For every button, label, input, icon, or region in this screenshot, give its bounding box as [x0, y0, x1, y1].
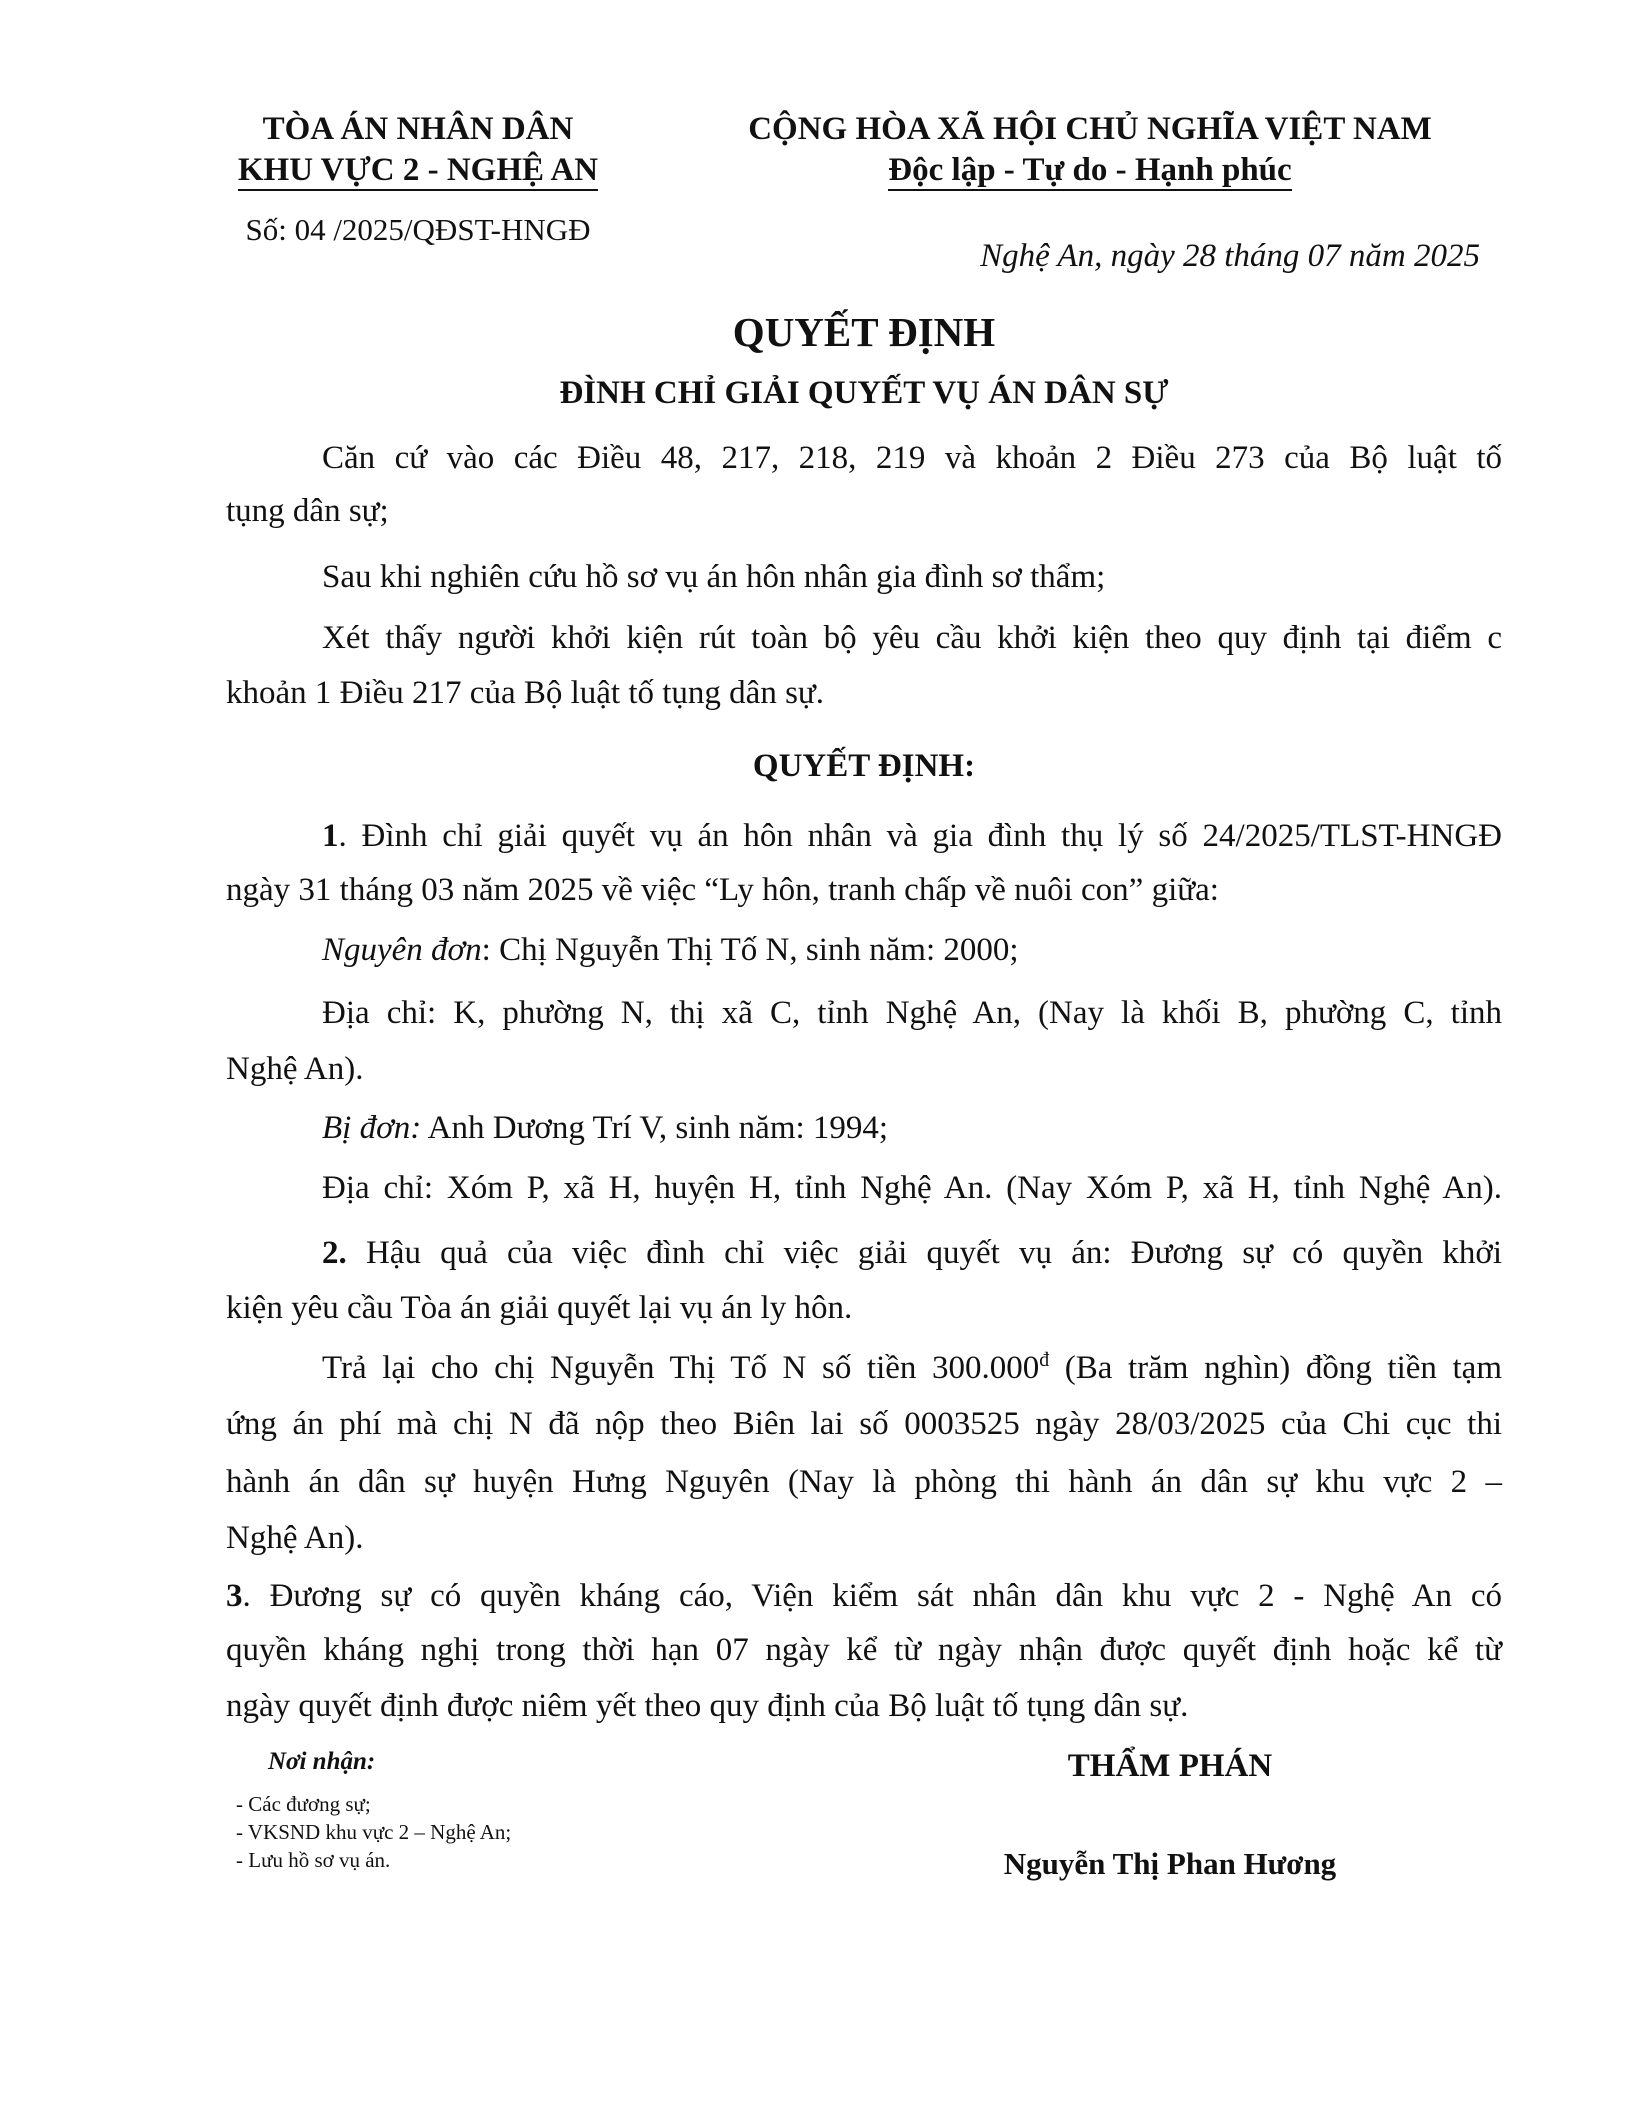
refund-line1 [226, 1350, 1502, 1386]
item2-line1 [226, 1235, 1502, 1271]
item1-line1-text: . Đình chỉ giải quyết vụ án hôn nhân và gia đình thụ lý số 24/2025/TLST-HNGĐ [338, 818, 1502, 854]
plaintiff-text: : Chị Nguyễn Thị Tố N, sinh năm: 2000; [481, 932, 1019, 968]
item1-line2: ngày 31 tháng 03 năm 2025 về việc “Ly hôn, tranh chấp về nuôi con” giữa: [226, 872, 1219, 908]
refund-line3: hành án dân sự huyện Hưng Nguyên (Nay là phòng thi hành án dân sự khu vực 2 – [226, 1464, 1502, 1500]
refund-line1-b: (Ba trăm nghìn) đồng tiền tạm [1049, 1350, 1502, 1386]
item3-line1-text: . Đương sự có quyền kháng cáo, Viện kiểm sát nhân dân khu vực 2 - Nghệ An có [242, 1578, 1502, 1614]
place-date: Nghệ An, ngày 28 tháng 07 năm 2025 [980, 238, 1480, 274]
plaintiff-line [226, 932, 1502, 968]
recipient-item: - Các đương sự; [236, 1792, 371, 1816]
preamble-p3-line2: khoản 1 Điều 217 của Bộ luật tố tụng dân sự. [226, 675, 825, 711]
item1-line1 [226, 818, 1502, 854]
document-title: QUYẾT ĐỊNH [732, 309, 996, 355]
preamble-p2: Sau khi nghiên cứu hồ sơ vụ án hôn nhân gia đình sơ thẩm; [322, 559, 1106, 595]
item2-line1-text: Hậu quả của việc đình chỉ việc giải quyết vụ án: Đương sự có quyền khởi [346, 1235, 1502, 1271]
refund-line4: Nghệ An). [226, 1520, 364, 1556]
item3-line1 [226, 1578, 1502, 1614]
national-motto-text: Độc lập - Tự do - Hạnh phúc [888, 152, 1291, 191]
defendant-address: Địa chỉ: Xóm P, xã H, huyện H, tỉnh Nghệ An. (Nay Xóm P, xã H, tỉnh Nghệ An). [322, 1170, 1502, 1206]
refund-line1-a: Trả lại cho chị Nguyễn Thị Tố N số tiền 300.000 [322, 1350, 1040, 1386]
recipient-item: - Lưu hồ sơ vụ án. [236, 1848, 391, 1872]
document-number: Số: 04 /2025/QĐST-HNGĐ [245, 212, 591, 247]
currency-superscript: đ [1039, 1349, 1050, 1371]
signature-role: THẨM PHÁN [1067, 1748, 1273, 1784]
signature-name: Nguyễn Thị Phan Hương [1003, 1846, 1337, 1881]
decision-heading: QUYẾT ĐỊNH: [752, 748, 976, 784]
national-title: CỘNG HÒA XÃ HỘI CHỦ NGHĨA VIỆT NAM [748, 111, 1432, 147]
defendant-label: Bị đơn: [322, 1110, 422, 1146]
preamble-p1-line1: Căn cứ vào các Điều 48, 217, 218, 219 và khoản 2 Điều 273 của Bộ luật tố [322, 440, 1502, 476]
item2-line2: kiện yêu cầu Tòa án giải quyết lại vụ án ly hôn. [226, 1290, 853, 1326]
defendant-text: Anh Dương Trí V, sinh năm: 1994; [421, 1110, 889, 1146]
defendant-line [226, 1110, 1502, 1146]
item2-number: 2. [322, 1235, 347, 1271]
court-name-line2-text: KHU VỰC 2 - NGHỆ AN [238, 152, 598, 191]
court-name-line2 [218, 152, 618, 189]
refund-line2: ứng án phí mà chị N đã nộp theo Biên lai số 0003525 ngày 28/03/2025 của Chi cục thi [226, 1406, 1502, 1442]
recipient-item: - VKSND khu vực 2 – Nghệ An; [236, 1820, 512, 1844]
item3-number: 3 [226, 1578, 243, 1614]
plaintiff-label: Nguyên đơn [322, 932, 482, 968]
plaintiff-address-line1: Địa chỉ: K, phường N, thị xã C, tỉnh Nghệ An, (Nay là khối B, phường C, tỉnh [322, 995, 1502, 1031]
preamble-p1-line2: tụng dân sự; [226, 493, 389, 529]
item3-line3: ngày quyết định được niêm yết theo quy định của Bộ luật tố tụng dân sự. [226, 1688, 1189, 1724]
plaintiff-address-line2: Nghệ An). [226, 1051, 364, 1087]
preamble-p3-line1: Xét thấy người khởi kiện rút toàn bộ yêu cầu khởi kiện theo quy định tại điểm c [322, 620, 1502, 656]
item1-number: 1 [322, 818, 339, 854]
recipients-heading: Nơi nhận: [268, 1748, 376, 1775]
item3-line2: quyền kháng nghị trong thời hạn 07 ngày kể từ ngày nhận được quyết định hoặc kể từ [226, 1632, 1502, 1668]
national-motto [720, 152, 1460, 189]
court-name-line1: TÒA ÁN NHÂN DÂN [262, 111, 574, 147]
document-subtitle: ĐÌNH CHỈ GIẢI QUYẾT VỤ ÁN DÂN SỰ [559, 375, 1169, 411]
